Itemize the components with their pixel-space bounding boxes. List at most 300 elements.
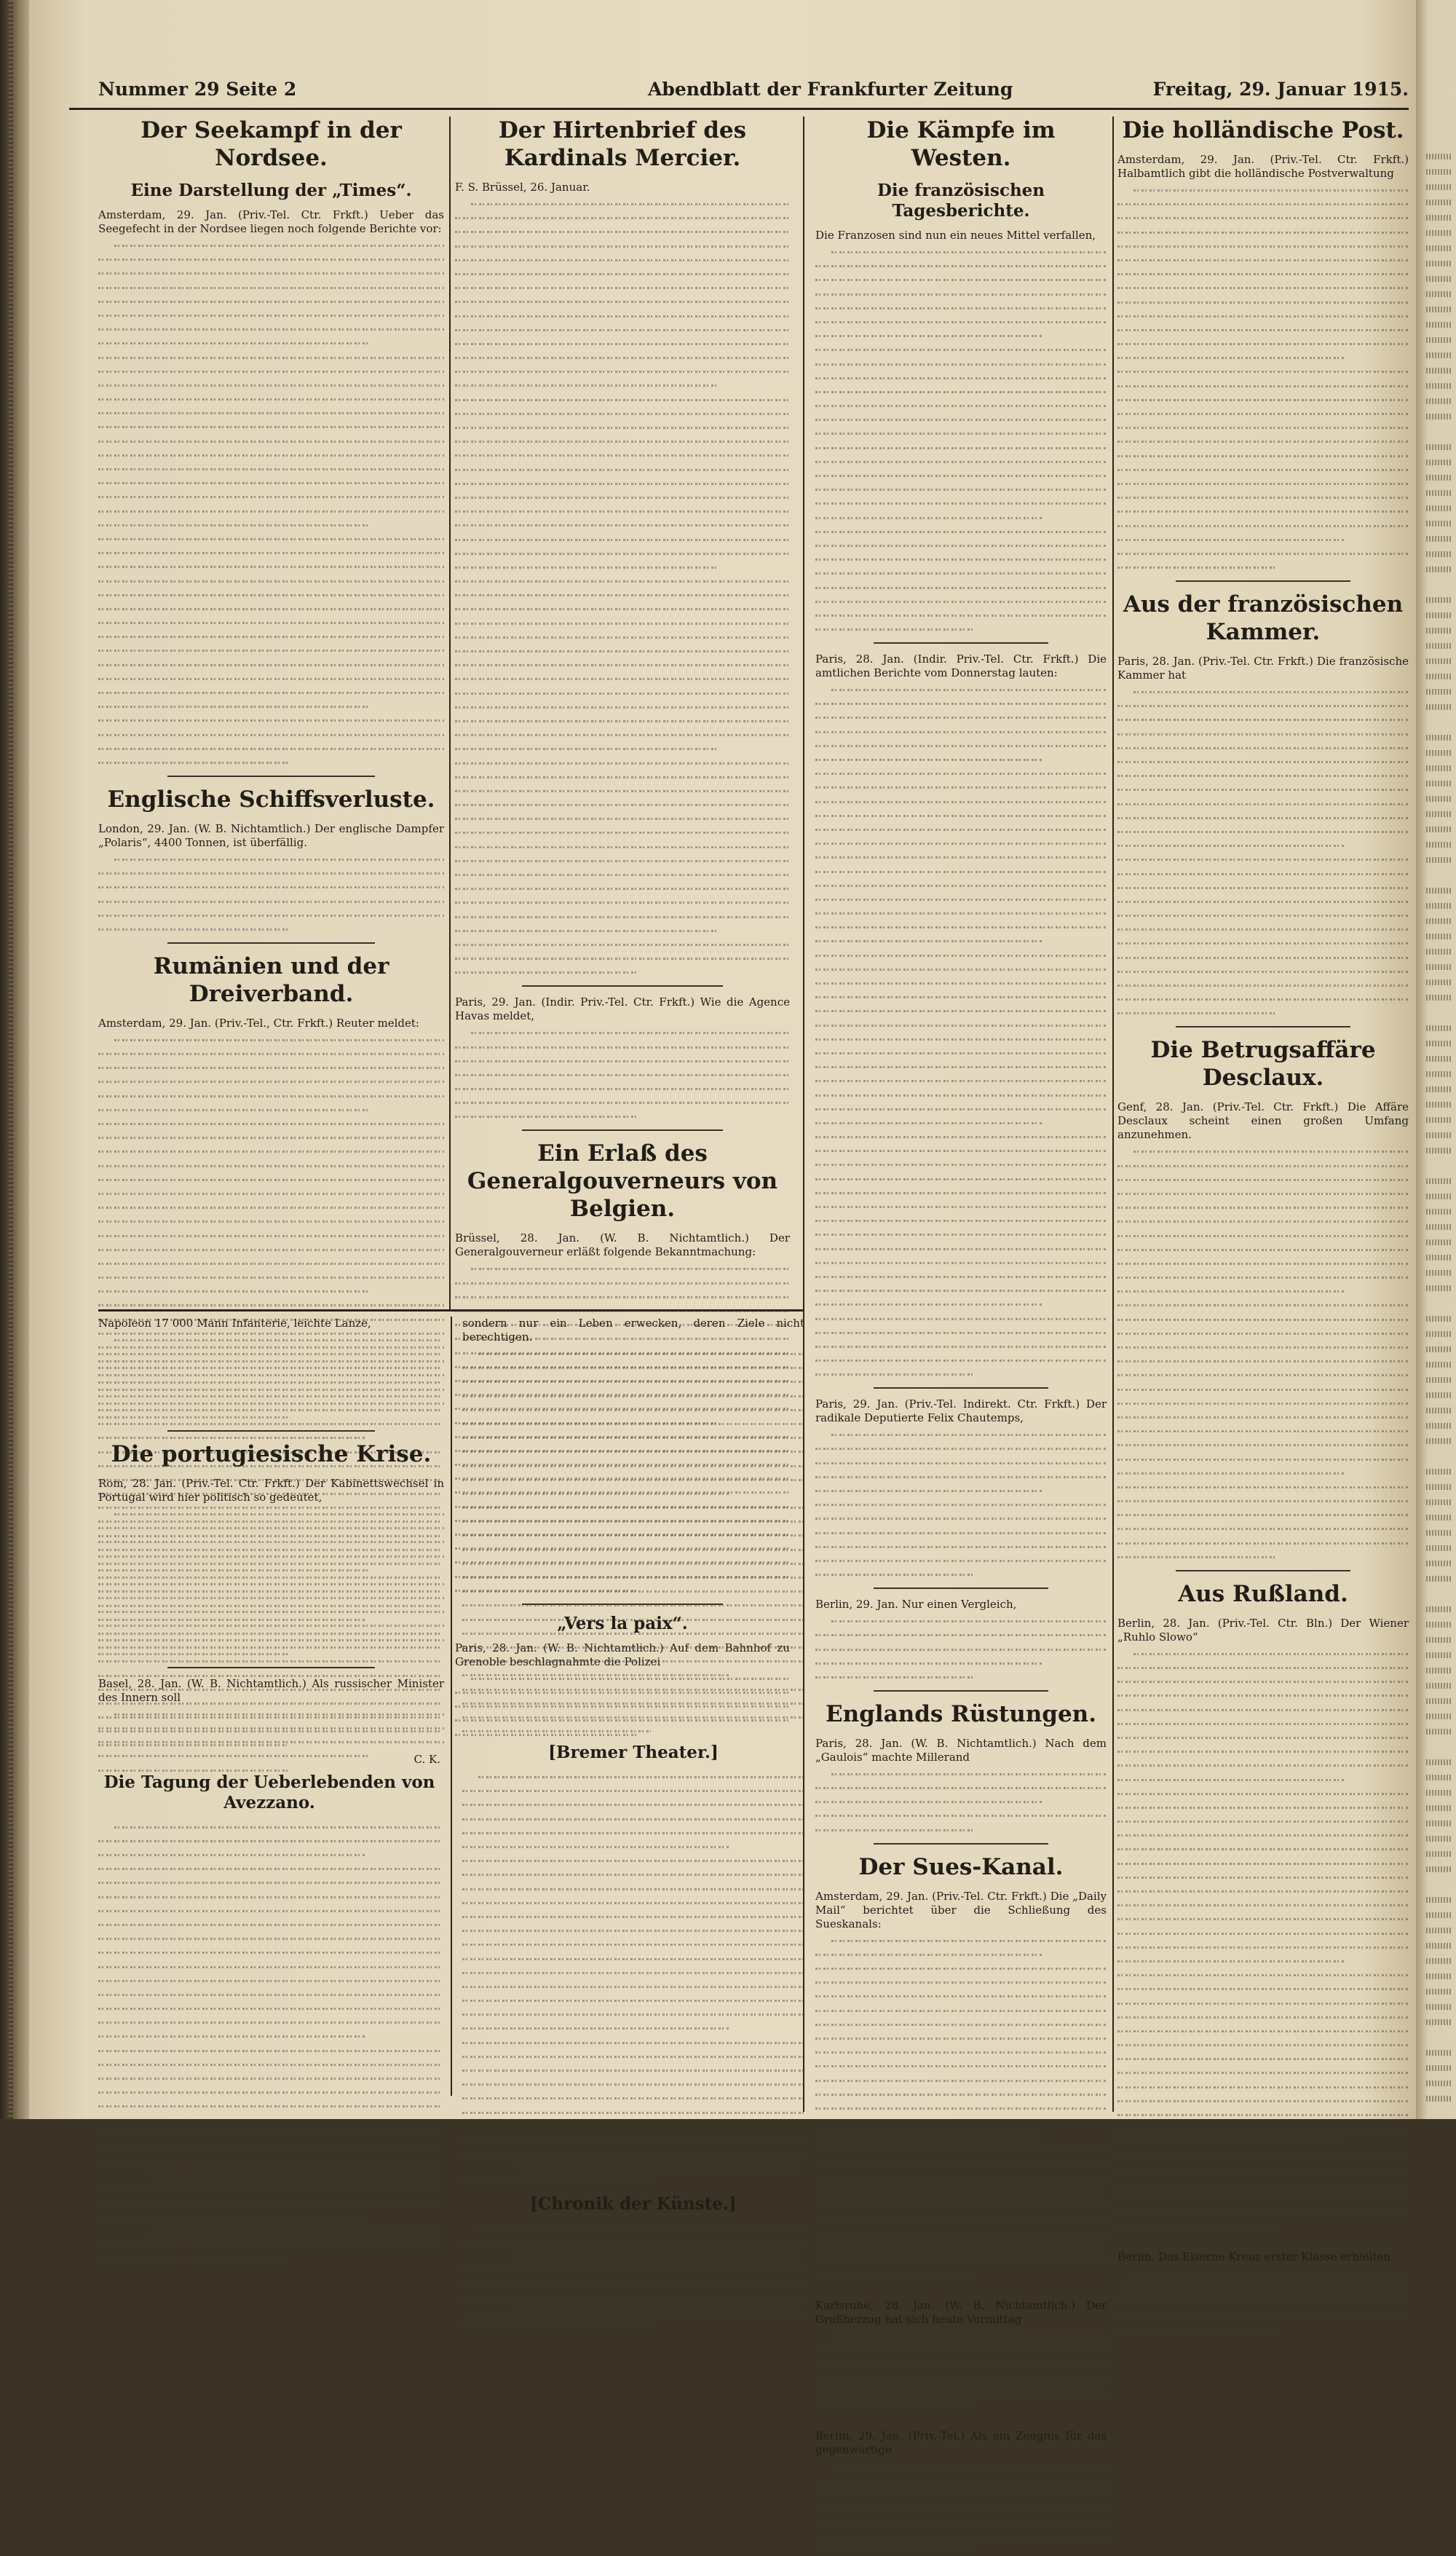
text-line <box>815 990 1107 1003</box>
text-line <box>98 1571 440 1583</box>
text-line <box>815 1540 1107 1553</box>
text-line <box>98 2114 440 2126</box>
text-line <box>815 273 1107 285</box>
text-line <box>1117 1550 1278 1563</box>
text-line <box>455 267 790 280</box>
article <box>1117 591 1409 1027</box>
text-line <box>815 809 1107 821</box>
text-line <box>815 301 1107 314</box>
adjacent-text-line <box>1426 2050 1452 2056</box>
text-line <box>1117 1773 1345 1786</box>
text-line <box>831 1428 1107 1440</box>
text-line <box>98 2044 440 2056</box>
article <box>815 117 1107 644</box>
text-line <box>1117 1313 1409 1325</box>
text-line <box>815 358 1107 370</box>
text-line <box>1117 1661 1409 1673</box>
article-dateline: Paris, 29. Jan. (Indir. Priv.-Tel. Ctr. Frkft.) Wie die Agence Havas meldet, <box>455 995 790 1023</box>
article <box>1117 1036 1409 1571</box>
text-line <box>462 1980 804 1992</box>
text-line <box>98 1285 368 1297</box>
text-line <box>462 2050 804 2062</box>
text-line <box>815 1200 1107 1212</box>
text-line <box>1117 1341 1409 1353</box>
text-line <box>815 441 1107 454</box>
text-line <box>815 2213 1107 2225</box>
text-line <box>1117 1703 1409 1716</box>
text-line <box>462 2176 651 2188</box>
text-line <box>815 977 1107 989</box>
text-line <box>815 893 1107 905</box>
text-line <box>462 1994 804 2006</box>
article <box>815 1598 1107 1692</box>
text-line <box>1117 1187 1409 1199</box>
text-line <box>815 1103 1107 1115</box>
text-line <box>1117 379 1409 392</box>
article-body <box>815 1934 1107 2282</box>
text-line <box>98 1459 440 1472</box>
text-line <box>1117 1675 1409 1687</box>
text-line <box>98 351 444 363</box>
adjacent-text-line <box>1426 689 1452 695</box>
masthead-rule <box>69 108 1409 110</box>
adjacent-text-line <box>1426 1025 1452 1031</box>
text-line <box>815 851 1107 863</box>
text-line <box>815 1144 1107 1156</box>
text-line <box>455 854 790 867</box>
text-line <box>1133 1647 1409 1660</box>
adjacent-text-line <box>1426 2080 1452 2086</box>
text-line <box>1133 1145 1409 1157</box>
text-line <box>98 2155 440 2168</box>
text-line <box>1117 1285 1345 1297</box>
article <box>1117 1580 1409 2241</box>
text-line <box>815 1368 976 1380</box>
text-line <box>98 630 444 642</box>
text-line <box>815 2502 1107 2514</box>
article-dateline: Amsterdam, 29. Jan. (Priv.-Tel. Ctr. Frkft.) Halbamtlich gibt die holländische Postverwaltung <box>1117 153 1409 180</box>
text-line <box>1117 533 1345 545</box>
text-line <box>1117 895 1409 907</box>
adjacent-text-line <box>1426 1071 1452 1077</box>
text-line <box>98 2253 287 2265</box>
feuilleton-opening: Napoleon 17 000 Mann Infanterie, leichte Lanze, <box>98 1317 371 1330</box>
text-line <box>455 1304 790 1317</box>
text-line <box>98 2142 440 2154</box>
text-line <box>98 1862 440 1874</box>
text-line <box>815 511 1042 524</box>
adjacent-text-line <box>1426 169 1452 175</box>
text-line <box>462 1938 804 1950</box>
text-line <box>98 1711 440 1723</box>
text-line <box>815 259 1107 272</box>
text-line <box>1117 839 1345 851</box>
text-line <box>98 1389 440 1402</box>
article-headline: Die Betrugsaffäre Desclaux. <box>1150 1037 1376 1092</box>
text-line <box>1133 184 1409 196</box>
text-line <box>1117 1537 1409 1549</box>
text-line <box>98 1515 440 1527</box>
article-dateline: F. S. Brüssel, 26. Januar. <box>455 181 590 194</box>
adjacent-text-line <box>1426 964 1452 970</box>
text-line <box>1117 1997 1409 2009</box>
text-line <box>1117 421 1409 433</box>
text-line <box>98 2212 365 2224</box>
text-line <box>1117 351 1345 363</box>
text-line <box>1117 226 1409 238</box>
text-line <box>455 757 790 769</box>
article <box>1117 117 1409 582</box>
text-line <box>1117 867 1409 880</box>
text-line <box>1117 449 1409 462</box>
text-line <box>1117 505 1409 517</box>
issue-number: Nummer 29 Seite 2 <box>98 79 297 100</box>
article-divider <box>522 1129 723 1131</box>
article-body <box>815 1614 1107 1683</box>
text-line <box>815 1354 1107 1366</box>
text-line <box>1117 1968 1409 1981</box>
text-line <box>98 1487 440 1499</box>
text-line <box>462 1854 804 1866</box>
text-line <box>815 413 1107 425</box>
text-line <box>455 910 790 923</box>
text-line <box>455 561 716 573</box>
text-line <box>815 427 1107 439</box>
adjacent-text-line <box>1426 368 1452 374</box>
text-line <box>1117 2192 1409 2204</box>
text-line <box>462 1896 804 1909</box>
adjacent-text-line <box>1426 1224 1452 1230</box>
text-line <box>455 1041 790 1053</box>
adjacent-text-line <box>1426 1132 1452 1138</box>
article-body <box>815 1428 1107 1580</box>
article-dateline: Karlsruhe, 28. Jan. (W. B. Nichtamtlich.) Der Großherzog hat sich heute Vormittag <box>815 2299 1107 2327</box>
text-line <box>98 1257 444 1269</box>
text-line <box>98 1848 365 1861</box>
text-line <box>815 837 1107 849</box>
text-line <box>815 1256 1107 1269</box>
article-body <box>815 245 1107 635</box>
article-headline: Aus Rußland. <box>1178 1580 1348 1607</box>
text-line <box>98 588 444 601</box>
text-line <box>98 505 444 517</box>
text-line <box>462 1711 804 1723</box>
article-headline: Englische Schiffsverluste. <box>107 786 435 813</box>
text-line <box>98 1654 440 1667</box>
text-line <box>98 1557 440 1569</box>
text-line <box>1117 2011 1409 2023</box>
adjacent-text-line <box>1426 307 1452 312</box>
text-line <box>98 2198 440 2210</box>
feuilleton-body <box>462 1770 804 2188</box>
text-line <box>462 2277 804 2289</box>
article-dateline: Berlin. Das Eiserne Kreuz erster Klasse erhielten <box>1117 2249 1390 2263</box>
text-line <box>98 2128 440 2140</box>
text-line <box>815 2088 1107 2100</box>
text-line <box>1117 435 1409 447</box>
adjacent-text-line <box>1426 979 1452 985</box>
text-line <box>1117 337 1409 350</box>
text-line <box>455 658 790 671</box>
text-line <box>98 490 444 502</box>
text-line <box>815 767 1107 779</box>
adjacent-text-line <box>1426 1209 1452 1215</box>
adjacent-text-line <box>1426 1255 1452 1261</box>
text-line <box>462 2291 804 2303</box>
adjacent-text-line <box>1426 1530 1452 1536</box>
text-line <box>815 525 1107 537</box>
text-line <box>1117 2108 1409 2121</box>
text-line <box>1117 2150 1409 2163</box>
adjacent-text-line <box>1426 1499 1452 1505</box>
text-line <box>98 1445 440 1458</box>
text-line <box>455 938 790 950</box>
adjacent-text-line <box>1426 597 1452 603</box>
adjacent-text-line <box>1426 735 1452 741</box>
text-line <box>98 1089 444 1102</box>
article-divider <box>874 642 1048 644</box>
text-line <box>815 1671 976 1683</box>
text-line <box>455 770 790 783</box>
text-line <box>98 2099 440 2112</box>
article-divider <box>522 985 723 987</box>
text-line <box>815 725 1107 738</box>
text-line <box>98 1145 444 1157</box>
text-line <box>815 711 1107 723</box>
text-line <box>815 1242 1107 1255</box>
text-line <box>462 1641 804 1653</box>
text-line <box>1117 1368 1409 1381</box>
adjacent-text-line <box>1426 1469 1452 1475</box>
text-line <box>462 2120 804 2132</box>
text-line <box>1117 2136 1345 2148</box>
adjacent-text-line <box>1426 704 1452 710</box>
text-line <box>462 1529 804 1541</box>
adjacent-text-line <box>1426 291 1452 297</box>
text-line <box>98 1543 440 1555</box>
article-body <box>455 197 790 978</box>
text-line <box>98 1131 444 1143</box>
adjacent-text-line <box>1426 1698 1452 1704</box>
text-line <box>815 455 1107 468</box>
text-line <box>1117 1842 1409 1855</box>
text-line <box>1117 2038 1409 2051</box>
text-line <box>98 575 444 587</box>
text-line <box>455 351 790 363</box>
text-line <box>815 1795 1042 1807</box>
text-line <box>455 826 790 838</box>
text-line <box>98 1347 440 1360</box>
text-line <box>1117 1453 1409 1465</box>
adjacent-text-line <box>1426 1331 1452 1337</box>
text-line <box>98 393 444 405</box>
text-line <box>98 1974 440 1987</box>
text-line <box>1117 1522 1409 1534</box>
text-line <box>98 728 444 741</box>
text-line <box>1117 2066 1409 2078</box>
text-line <box>462 1683 804 1695</box>
text-line <box>1117 979 1409 991</box>
feuilleton-body <box>462 1347 804 1737</box>
text-line <box>831 245 1107 258</box>
text-line <box>462 2021 729 2034</box>
text-line <box>815 934 1042 947</box>
text-line <box>815 2059 1107 2072</box>
text-line <box>455 644 790 657</box>
text-line <box>1117 1480 1409 1493</box>
text-line <box>1117 2322 1278 2335</box>
adjacent-text-line <box>1426 459 1452 465</box>
text-line <box>815 343 1107 355</box>
text-line <box>1117 1731 1409 1743</box>
text-line <box>1117 1006 1278 1019</box>
text-line <box>1117 699 1409 711</box>
text-line <box>462 1952 804 1965</box>
text-line <box>455 742 716 754</box>
text-line <box>815 623 976 635</box>
article-subheadline: Die französischen Tagesberichte. <box>877 181 1045 221</box>
article-dateline: Paris, 28. Jan. (W. B. Nichtamtlich.) Auf dem Bahnhof zu Grenoble beschlagnahmte die Polizei <box>455 1641 790 1668</box>
adjacent-text-line <box>1426 1285 1452 1291</box>
article-divider <box>874 1387 1048 1389</box>
text-line <box>98 1173 444 1186</box>
text-line <box>462 1417 804 1429</box>
text-line <box>1117 853 1409 865</box>
text-line <box>1117 365 1409 377</box>
text-line <box>462 1924 804 1936</box>
text-line <box>455 588 790 601</box>
text-line <box>1117 951 1409 963</box>
article-headline: Die portugiesische Krise. <box>111 1440 432 1467</box>
text-line <box>815 2199 1107 2212</box>
article-headline: Rumänien und der Dreiverband. <box>153 952 389 1007</box>
text-line <box>1133 685 1409 698</box>
book-binding <box>0 0 29 2119</box>
article-divider <box>1176 2240 1350 2241</box>
text-line <box>815 1214 1107 1226</box>
text-line <box>98 1738 287 1751</box>
text-line <box>1117 755 1409 768</box>
adjacent-text-line <box>1426 1912 1452 1918</box>
text-line <box>98 1834 440 1847</box>
text-line <box>815 753 1042 765</box>
text-line <box>1117 797 1409 810</box>
adjacent-text-line <box>1426 1668 1452 1673</box>
text-line <box>815 2530 1107 2542</box>
adjacent-page-edge <box>1416 0 1456 2119</box>
text-line <box>1117 1508 1409 1520</box>
adjacent-text-line <box>1426 674 1452 679</box>
text-line <box>462 1431 804 1443</box>
text-line <box>815 879 1107 891</box>
text-line <box>831 1934 1107 1946</box>
text-line <box>462 1724 651 1737</box>
text-line <box>98 1298 444 1311</box>
text-line <box>1117 825 1409 837</box>
article-dateline: Amsterdam, 29. Jan. (Priv.-Tel., Ctr. Frkft.) Reuter meldet: <box>98 1016 419 1030</box>
text-line <box>462 1501 804 1513</box>
article-body <box>815 683 1107 1380</box>
text-line <box>462 1375 804 1387</box>
text-line <box>815 2032 1107 2044</box>
text-line <box>1117 267 1409 280</box>
text-line <box>1117 211 1409 224</box>
text-line <box>1117 1229 1409 1242</box>
text-line <box>1117 1397 1409 1409</box>
text-line <box>1117 783 1409 795</box>
text-line <box>1117 1941 1409 1953</box>
text-line <box>98 700 368 712</box>
adjacent-text-line <box>1426 1866 1452 1872</box>
text-line <box>455 505 790 517</box>
text-line <box>815 739 1107 752</box>
text-line <box>462 2161 804 2174</box>
text-line <box>98 1599 440 1612</box>
text-line <box>815 2399 976 2412</box>
article-subheadline: „Vers la paix“. <box>557 1613 688 1633</box>
text-line <box>98 1585 440 1597</box>
adjacent-text-line <box>1426 1377 1452 1383</box>
text-line <box>455 966 639 978</box>
article-dateline: Paris, 28. Jan. (Indir. Priv.-Tel. Ctr. Frkft.) Die amtlichen Berichte vom Donnerstag lauten: <box>815 652 1107 680</box>
adjacent-text-line <box>1426 949 1452 955</box>
text-line <box>1117 547 1409 559</box>
text-line <box>815 2358 1107 2370</box>
text-line <box>1117 240 1409 252</box>
text-line <box>815 1962 1107 1974</box>
text-line <box>815 795 1107 808</box>
feuilleton-heading: [Chronik der Künste.] <box>530 2193 737 2214</box>
text-line <box>815 2228 1107 2240</box>
text-line <box>98 1946 440 1958</box>
article <box>815 1397 1107 1589</box>
text-line <box>98 560 444 572</box>
article <box>815 2299 1107 2421</box>
article <box>815 1853 1107 2291</box>
text-line <box>831 1767 1107 1780</box>
adjacent-text-line <box>1426 612 1452 618</box>
text-line <box>455 309 790 322</box>
text-line <box>815 1823 976 1836</box>
text-line <box>98 756 288 768</box>
column-rule <box>451 1317 452 2096</box>
text-line <box>815 1228 1107 1240</box>
column-4 <box>1117 117 1409 2263</box>
text-line <box>98 1683 440 1695</box>
column-rule <box>1112 117 1114 2112</box>
article-headline: Ein Erlaß des Generalgouverneurs von Belgien. <box>467 1140 778 1223</box>
adjacent-text-line <box>1426 918 1452 924</box>
feuilleton <box>98 1317 804 2214</box>
text-line <box>1117 491 1409 503</box>
adjacent-text-line <box>1426 444 1452 450</box>
text-line <box>815 469 1107 481</box>
adjacent-text-line <box>1426 414 1452 419</box>
adjacent-text-line <box>1426 2065 1452 2071</box>
text-line <box>1117 1857 1409 1869</box>
text-line <box>455 379 716 391</box>
text-line <box>455 253 790 266</box>
text-line <box>462 1627 804 1639</box>
text-line <box>1117 1327 1409 1339</box>
text-line <box>815 567 1107 579</box>
article-dateline: Rom, 28. Jan. (Priv.-Tel. Ctr. Frkft.) Der Kabinettswechsel in Portugal wird hier politisch so gedeutet, <box>98 1476 444 1504</box>
text-line <box>462 1585 804 1597</box>
text-line <box>455 421 790 433</box>
text-line <box>114 1333 440 1346</box>
article-dateline: Genf, 28. Jan. (Priv.-Tel. Ctr. Frkft.) Die Affäre Desclaux scheint einen großen Umfang anzunehmen. <box>1117 1100 1409 1142</box>
text-line <box>98 1047 444 1060</box>
